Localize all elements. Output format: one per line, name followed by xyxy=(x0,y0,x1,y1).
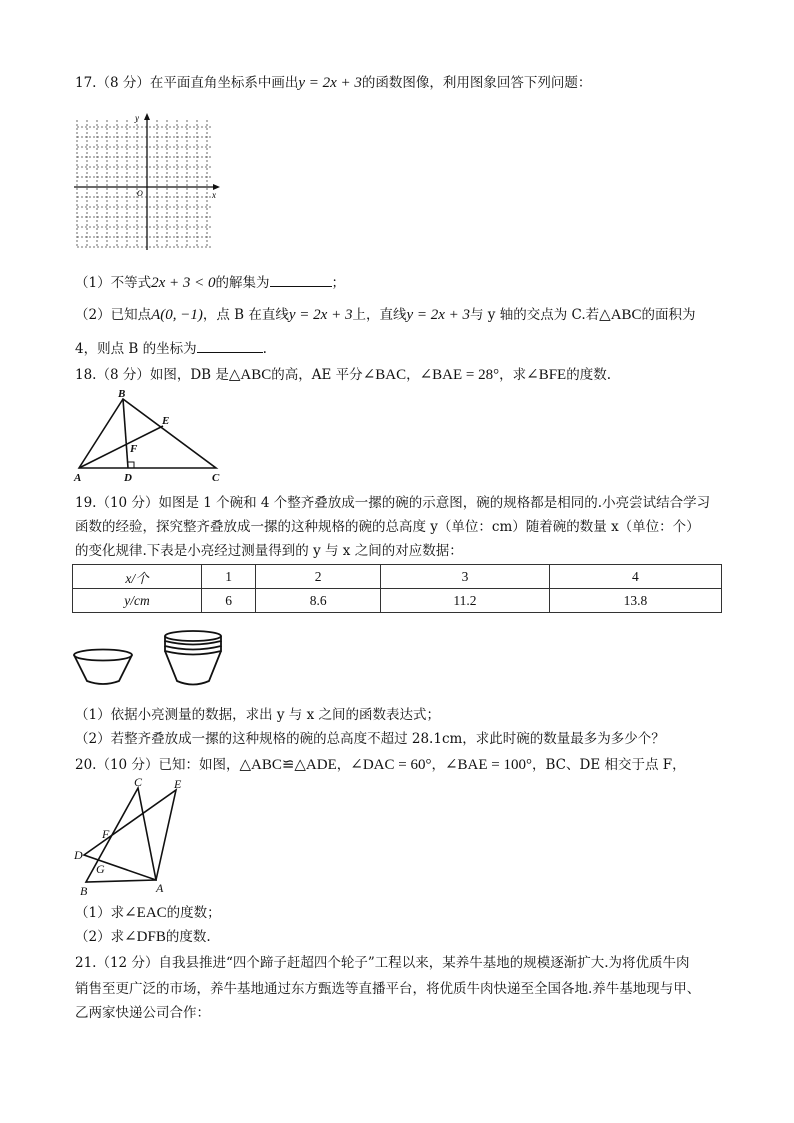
q19-x-4: 4 xyxy=(549,565,721,589)
q20-label-A: A xyxy=(156,881,164,895)
q20-triangles-figure xyxy=(72,776,192,898)
q19-y-head: y/cm xyxy=(124,592,150,608)
q20-label-E: E xyxy=(174,777,182,791)
q19-data-table xyxy=(72,564,722,613)
q17-grid-figure xyxy=(72,112,222,252)
q18-label-F: F xyxy=(130,443,138,455)
q19-single-bowl xyxy=(70,646,136,688)
q18-label-A: A xyxy=(74,472,82,484)
q20-label-G: G xyxy=(96,862,105,876)
q21-line3: 乙两家快递公司合作： xyxy=(75,1005,210,1021)
q19-y-3: 11.2 xyxy=(381,589,550,613)
table-row xyxy=(73,589,722,613)
q19-x-2: 2 xyxy=(256,565,381,589)
q20-part1: （1）求∠EAC的度数； xyxy=(75,905,221,921)
q18-header: 18.（8 分）如图，DB 是△ABC的高，AE 平分∠BAC，∠BAE = 28°，求∠BFE的度数. xyxy=(75,367,612,383)
q19-y-2: 8.6 xyxy=(256,589,381,613)
q19-y-1: 6 xyxy=(202,589,256,613)
q18-label-D: D xyxy=(124,472,132,484)
q17-header: 17.（8 分）在平面直角坐标系中画出y = 2x + 3的函数图像，利用图象回答下列问题： xyxy=(75,75,592,91)
q18-label-C: C xyxy=(212,472,220,484)
q20-label-D: D xyxy=(74,848,83,862)
q17-part2-cont: 4，则点 B 的坐标为 . xyxy=(75,341,267,357)
q19-line2: 函数的经验，探究整齐叠放成一摞的这种规格的碗的总高度 y（单位：cm）随着碗的数量 x（单位：个） xyxy=(75,519,700,535)
q17-origin-label: O xyxy=(137,189,143,198)
q18-label-E: E xyxy=(162,415,170,427)
q19-line3: 的变化规律.下表是小亮经过测量得到的 y 与 x 之间的对应数据： xyxy=(75,543,463,559)
q20-label-B: B xyxy=(80,884,88,898)
q18-label-B: B xyxy=(118,388,126,400)
q17-part1: （1）不等式2x + 3 < 0的解集为 ； xyxy=(75,275,345,291)
q20-part2: （2）求∠DFB的度数. xyxy=(75,929,211,945)
q19-line1: 19.（10 分）如图是 1 个碗和 4 个整齐叠放成一摞的碗的示意图，碗的规格都是相同的.小亮尝试结合学习 xyxy=(75,495,711,511)
q17-x-label: x xyxy=(212,190,216,200)
q20-label-F: F xyxy=(102,827,110,841)
q17-answer-blank-2[interactable] xyxy=(197,352,263,353)
q21-line1: 21.（12 分）自我县推进“四个蹄子赶超四个轮子”工程以来，某养牛基地的规模逐渐扩大.为将优质牛肉 xyxy=(75,955,690,971)
q19-y-4: 13.8 xyxy=(549,589,721,613)
q21-line2: 销售至更广泛的市场，养牛基地通过东方甄选等直播平台，将优质牛肉快递至全国各地.养牛基地现与甲、 xyxy=(75,981,701,997)
q17-answer-blank-1[interactable] xyxy=(270,286,332,287)
q17-y-label: y xyxy=(135,113,139,123)
q19-part1: （1）依据小亮测量的数据，求出 y 与 x 之间的函数表达式； xyxy=(75,707,440,723)
q19-part2: （2）若整齐叠放成一摞的这种规格的碗的总高度不超过 28.1cm，求此时碗的数量最多为多少个？ xyxy=(75,731,665,747)
q19-bowl-stack xyxy=(160,628,226,690)
table-row xyxy=(73,565,722,589)
q17-part2: （2）已知点A(0, −1)，点 B 在直线y = 2x + 3上，直线y = 2x + 3与 y 轴的交点为 C.若△ABC的面积为 xyxy=(75,307,696,323)
q20-header: 20.（10 分）已知：如图，△ABC≌△ADE，∠DAC = 60°，∠BAE = 100°，BC、DE 相交于点 F， xyxy=(75,757,686,773)
q20-label-C: C xyxy=(134,776,143,789)
q19-x-3: 3 xyxy=(381,565,550,589)
q18-triangle-figure xyxy=(72,386,232,484)
q19-x-1: 1 xyxy=(202,565,256,589)
q19-x-head: x/个 xyxy=(125,570,149,586)
